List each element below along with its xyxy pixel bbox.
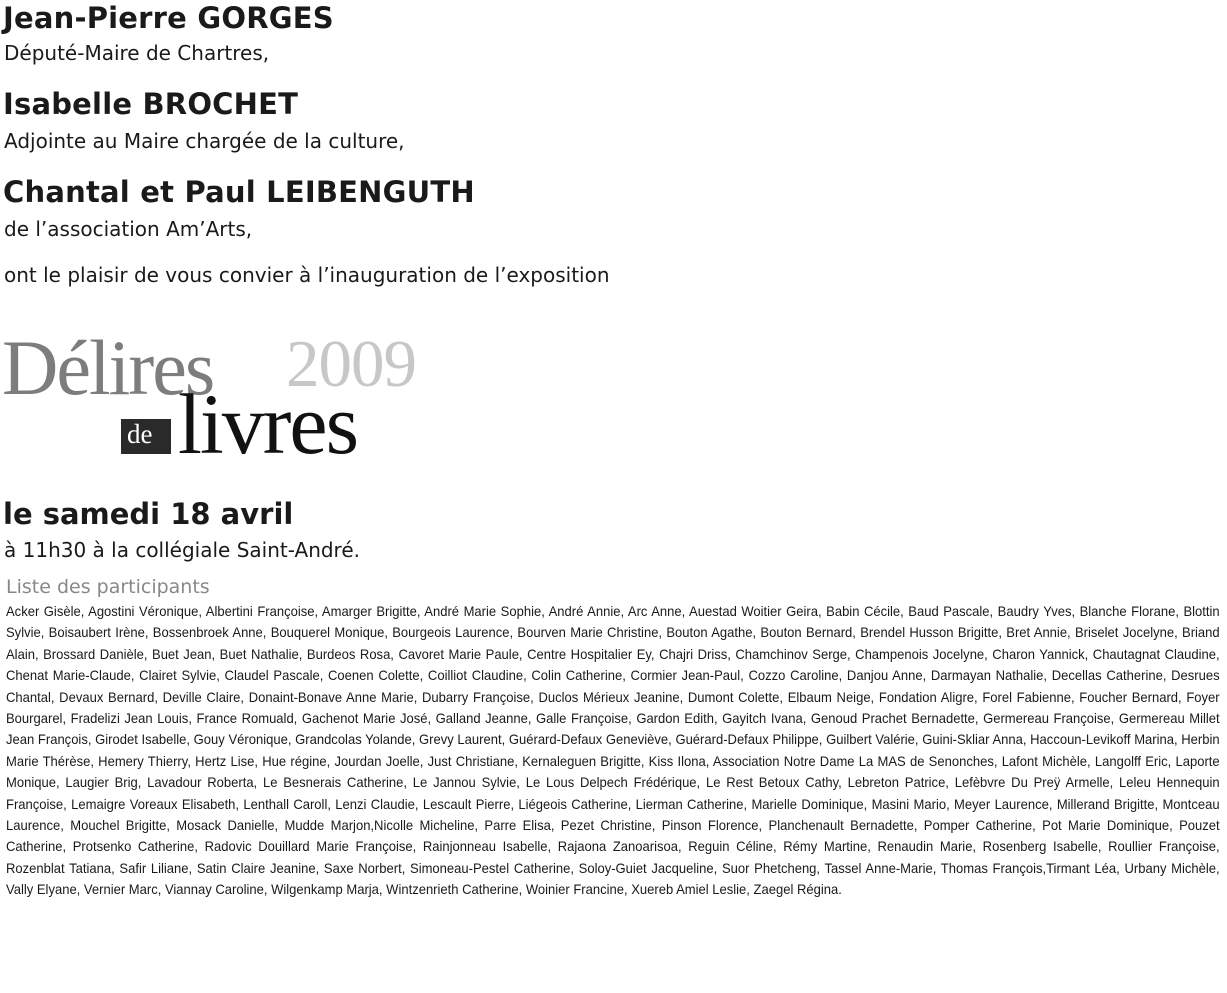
host-name-3: Chantal et Paul LEIBENGUTH bbox=[3, 175, 475, 209]
logo-year: 2009 bbox=[286, 327, 416, 401]
invitation-text: ont le plaisir de vous convier à l’inauguration de l’exposition bbox=[4, 263, 610, 287]
logo-word-delires: Délires bbox=[2, 324, 214, 411]
event-date: le samedi 18 avril bbox=[3, 497, 294, 531]
host-role-2: Adjointe au Maire chargée de la culture, bbox=[4, 129, 405, 153]
participants-list-title: Liste des participants bbox=[6, 576, 210, 598]
host-name-1: Jean-Pierre GORGES bbox=[3, 1, 334, 35]
participants-list: Acker Gisèle, Agostini Véronique, Albertini Françoise, Amarger Brigitte, André Marie Sophie, André Annie, Arc Anne, Auestad Woitier Geira, Babin Cécile, Baud Pascale, Baudry Yves, Blanche Florane, Blottin Sylvie, Boisaubert Irène, Bossenbroek Anne, Bouquerel Monique, Bourgeois Laurence, Bourven Marie Christine, Bouton Agathe, Bouton Bernard, Brendel Husson Brigitte, Bret Annie, Briselet Jocelyne, Briand Alain, Brossard Danièle, Buet Jean, Buet Nathalie, Burdeos Rosa, Cavoret Marie Paule, Centre Hospitalier Ey, Chajri Driss, Chamchinov Serge, Champenois Jocelyne, Charon Yannick, Chautagnat Claudine, Chenat Marie-Claude, Clairet Sylvie, Claudel Pascale, Coenen Colette, Coilliot Claudine, Colin Catherine, Cormier Jean-Paul, Cozzo Caroline, Danjou Anne, Darmayan Nathalie, Decellas Catherine, Desrues Chantal, Devaux Bernard, Deville Claire, Donaint-Bonave Anne Marie, Dubarry Françoise, Duclos Mérieux Jeanine, Dumont Colette, Elbaum Neige, Fondation Aligre, Forel Fabienne, Foucher Bernard, Foyer Bourgarel, Fradelizi Jean Louis, France Romuald, Gachenot Marie José, Galland Jeanne, Galle Françoise, Gardon Edith, Gayitch Ivana, Genoud Prachet Bernadette, Germereau Françoise, Germereau Millet Jean François, Girodet Isabelle, Gouy Véronique, Grandcolas Yolande, Grevy Laurent, Guérard-Defaux Geneviève, Guérard-Defaux Philippe, Guilbert Valérie, Guini-Skliar Anna, Haccoun-Levikoff Marina, Herbin Marie Thérèse, Hemery Thierry, Hertz Lise, Hue régine, Jourdan Joelle, Just Christiane, Kernaleguen Brigitte, Kiss Ilona, Association Notre Dame La MAS de Senonches, Lafont Michèle, Langolff Eric, Laporte Monique, Laugier Brig, Lavadour Roberta, Le Besnerais Catherine, Le Jannou Sylvie, Le Lous Delpech Frédérique, Le Rest Betoux Cathy, Lebreton Patrice, Lefèbvre Du Preÿ Armelle, Leleu Hennequin Françoise, Lemaigre Voreaux Elisabeth, Lenthall Caroll, Lenzi Claudie, Lescault Pierre, Liégeois Catherine, Lierman Catherine, Marielle Dominique, Masini Mario, Meyer Laurence, Millerand Brigitte, Montceau Laurence, Mouchel Brigitte, Mosack Danielle, Mudde Marjon,Nicolle Micheline, Parre Elisa, Pezet Christine, Pinson Florence, Planchenault Bernadette, Pomper Catherine, Pot Marie Dominique, Pouzet Catherine, Protsenko Catherine, Radovic Douillard Marie Françoise, Rainjonneau Isabelle, Rajaona Zanoarisoa, Reguin Céline, Rémy Martine, Renaudin Marie, Rosenberg Isabelle, Roullier Françoise, Rozenblat Tatiana, Safir Liliane, Satin Claire Jeanine, Saxe Norbert, Simoneau-Pestel Catherine, Soloy-Guiet Jacqueline, Suor Phetcheng, Tassel Anne-Marie, Thomas François,Tirmant Léa, Urbany Michèle, Vally Elyane, Vernier Marc, Viannay Caroline, Wilgenkamp Marja, Wintzenrieth Catherine, Woinier Francine, Xuereb Amiel Leslie, Zaegel Régina. bbox=[6, 603, 1220, 898]
host-role-3: de l’association Am’Arts, bbox=[4, 217, 253, 241]
host-role-1: Député-Maire de Chartres, bbox=[4, 41, 270, 65]
exhibition-logo bbox=[0, 325, 520, 475]
logo-word-de: de bbox=[127, 419, 153, 449]
logo-word-livres: livres bbox=[178, 376, 358, 472]
host-name-2: Isabelle BROCHET bbox=[3, 87, 299, 121]
event-time-place: à 11h30 à la collégiale Saint-André. bbox=[4, 538, 361, 562]
